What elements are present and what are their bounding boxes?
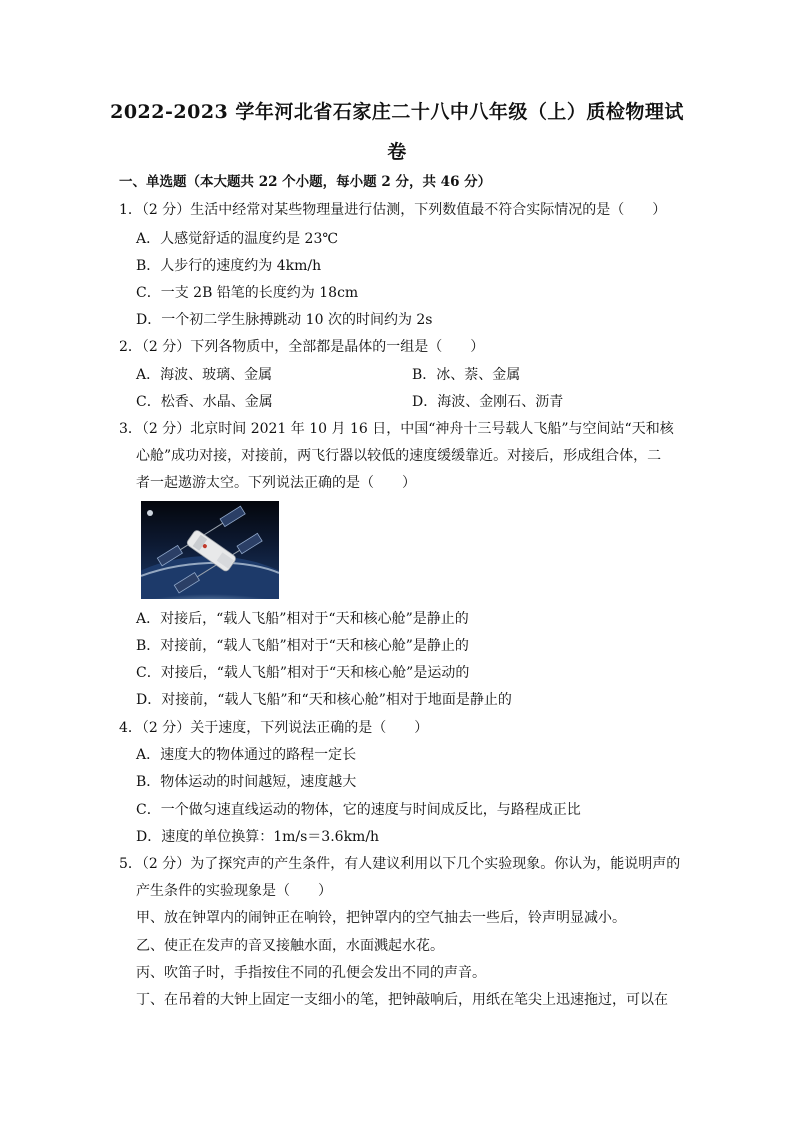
q4-option-c: C．一个做匀速直线运动的物体，它的速度与时间成反比，与路程成正比 (136, 802, 581, 818)
q4-stem: 4．（2 分）关于速度，下列说法正确的是（ ） (119, 720, 429, 736)
q5-item-yi: 乙、使正在发声的音叉接触水面，水面溅起水花。 (136, 938, 444, 954)
q2-option-c: C．松香、水晶、金属 (136, 394, 273, 410)
q3-stem-line2: 心舱”成功对接，对接前，两飞行器以较低的速度缓缓靠近。对接后，形成组合体，二 (136, 448, 662, 464)
q1-stem: 1．（2 分）生活中经常对某些物理量进行估测，下列数值最不符合实际情况的是（ ） (119, 202, 667, 218)
q2-option-d: D．海波、金刚石、沥青 (412, 394, 564, 410)
q5-item-bing: 丙、吹笛子时，手指按住不同的孔便会发出不同的声音。 (136, 965, 486, 981)
q2-stem: 2．（2 分）下列各物质中，全部都是晶体的一组是（ ） (119, 339, 485, 355)
q5-stem-line2: 产生条件的实验现象是（ ） (136, 883, 332, 899)
q2-option-a: A．海波、玻璃、金属 (136, 367, 273, 383)
q5-stem-line1: 5．（2 分）为了探究声的产生条件，有人建议利用以下几个实验现象。你认为，能说明声的 (119, 856, 681, 872)
exam-title-line1: 2022-2023 学年河北省石家庄二十八中八年级（上）质检物理试 (110, 101, 684, 123)
q4-option-d: D．速度的单位换算：1m/s＝3.6km/h (136, 829, 380, 845)
q5-item-jia: 甲、放在钟罩内的闹钟正在响铃，把钟罩内的空气抽去一些后，铃声明显减小。 (136, 910, 626, 926)
q3-stem-line1: 3．（2 分）北京时间 2021 年 10 月 16 日，中国“神舟十三号载人飞船”与空间站“天和核 (119, 421, 674, 437)
q3-option-c: C．对接后，“载人飞船”相对于“天和核心舱”是运动的 (136, 665, 470, 681)
section-heading: 一、单选题（本大题共 22 个小题，每小题 2 分，共 46 分） (119, 174, 492, 190)
q1-option-d: D．一个初二学生脉搏跳动 10 次的时间约为 2s (136, 312, 433, 328)
q3-option-a: A．对接后，“载人飞船”相对于“天和核心舱”是静止的 (136, 611, 469, 627)
q3-option-d: D．对接前，“载人飞船”和“天和核心舱”相对于地面是静止的 (136, 692, 512, 708)
q5-item-ding: 丁、在吊着的大钟上固定一支细小的笔，把钟敲响后，用纸在笔尖上迅速拖过，可以在 (136, 992, 668, 1008)
q3-option-b: B．对接前，“载人飞船”相对于“天和核心舱”是静止的 (136, 638, 469, 654)
q1-option-c: C．一支 2B 铅笔的长度约为 18cm (136, 285, 359, 301)
q3-stem-line3: 者一起遨游太空。下列说法正确的是（ ） (136, 475, 416, 491)
q2-option-b: B．冰、萘、金属 (412, 367, 521, 383)
q1-option-a: A．人感觉舒适的温度约是 23℃ (136, 231, 339, 247)
q4-option-a: A．速度大的物体通过的路程一定长 (136, 747, 357, 763)
q1-option-b: B．人步行的速度约为 4km/h (136, 258, 322, 274)
spacecraft-photo (141, 501, 279, 599)
q4-option-b: B．物体运动的时间越短，速度越大 (136, 774, 357, 790)
exam-title-line2: 卷 (387, 141, 407, 163)
